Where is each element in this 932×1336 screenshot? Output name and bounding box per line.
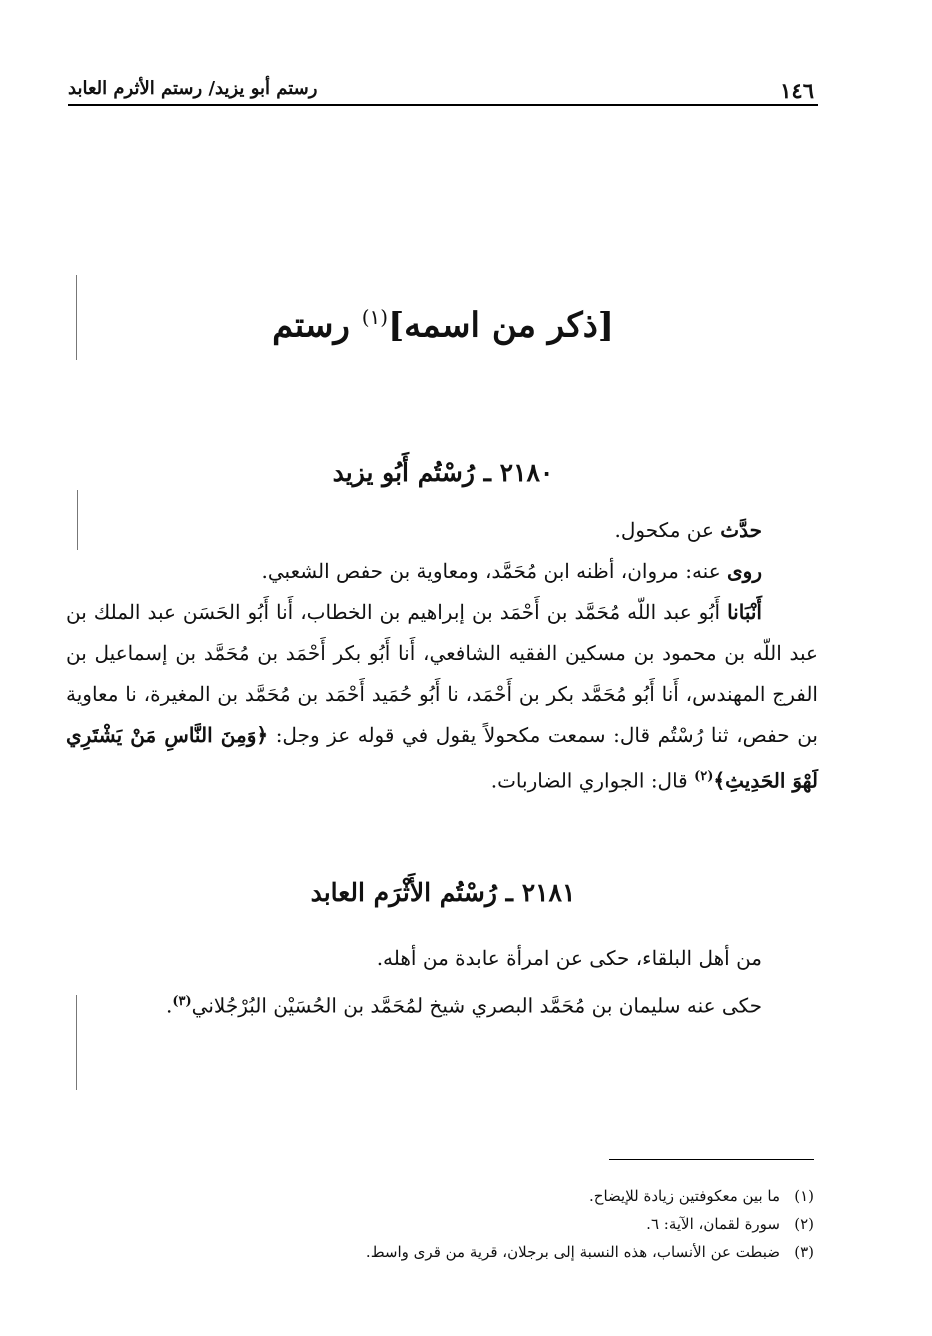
entry-body — [66, 936, 818, 1028]
footnote-mark: (٢) — [694, 769, 714, 784]
entry-heading: ٢١٨٠ ـ رُسْتُم أَبُو يزيد — [332, 458, 554, 487]
paragraph-text: قال: الجواري الضاربات. — [490, 768, 695, 793]
footnote-text: سورة لقمان، الآية: ٦. — [646, 1215, 780, 1233]
footnote-mark: (١) — [361, 305, 389, 329]
footnote-number: (١) — [794, 1187, 814, 1205]
entry-heading: ٢١٨١ ـ رُسْتُم الأَثْرَم العابد — [310, 878, 576, 907]
paragraph — [66, 510, 818, 551]
entry-body — [66, 510, 818, 802]
paragraph — [66, 980, 818, 1028]
header-divider — [68, 104, 818, 106]
paragraph-text: عن مكحول. — [614, 518, 721, 542]
paragraph-lead: أَنْبَانا — [727, 600, 762, 624]
page-number: ١٤٦ — [780, 78, 814, 103]
section-title-text: [ذكر من اسمه] — [388, 305, 614, 346]
footnote-mark: (٣) — [172, 994, 192, 1009]
paragraph-text: . — [166, 993, 173, 1018]
paragraph — [66, 551, 818, 592]
section-title-name: رستم — [272, 305, 350, 346]
footnote-number: (٣) — [794, 1243, 814, 1261]
footnotes — [114, 1182, 814, 1266]
footnote-item — [114, 1182, 814, 1210]
paragraph-text: أَبُو عبد اللّه مُحَمَّد بن أَحْمَد بن إبراهيم بن الخطاب، أَنا أَبُو الحَسَن عبد الملك بن عبد اللّه بن محمود بن مسكين الفقيه الشافعي، أَنا أَبُو بكر أَحْمَد بن مُحَمَّد بن إسماعيل بن الفرج المهندس، أَنا أَبُو مُحَمَّد بكر بن أَحْمَد، نا أَبُو حُمَيد أَحْمَد بن مُحَمَّد بن المغيرة، نا معاوية بن حفص، ثنا رُسْتُم قال: سمعت مكحولاً يقول في قوله عز وجل: — [66, 600, 818, 747]
paragraph-text: من أهل البلقاء، حكى عن امرأة عابدة من أهله. — [376, 946, 762, 970]
paragraph-text: حكى عنه سليمان بن مُحَمَّد البصري شيخ لمُحَمَّد بن الحُسَيْن البُرْجُلاني — [191, 993, 762, 1018]
section-title — [68, 305, 818, 345]
paragraph-lead: حدَّث — [720, 518, 762, 542]
paragraph-text: عنه: مروان، أظنه ابن مُحَمَّد، ومعاوية بن حفص الشعبي. — [261, 559, 728, 583]
footnote-text: ما بين معكوفتين زيادة للإيضاح. — [589, 1187, 780, 1205]
running-title: رستم أبو يزيد/ رستم الأثرم العابد — [68, 78, 318, 99]
footnote-item — [114, 1238, 814, 1266]
footnote-text: ضبطت عن الأنساب، هذه النسبة إلى برجلان، قرية من قرى واسط. — [365, 1243, 780, 1261]
footnote-divider — [609, 1159, 814, 1160]
footnote-number: (٢) — [794, 1215, 814, 1233]
quran-verse: ﴿وَمِنَ النَّاسِ مَنْ يَشْتَرِي لَهْوَ الحَدِيثِ﴾ — [66, 723, 818, 793]
paragraph — [66, 936, 818, 980]
paragraph-lead: روى — [727, 559, 762, 583]
paragraph — [66, 592, 818, 802]
footnote-item — [114, 1210, 814, 1238]
